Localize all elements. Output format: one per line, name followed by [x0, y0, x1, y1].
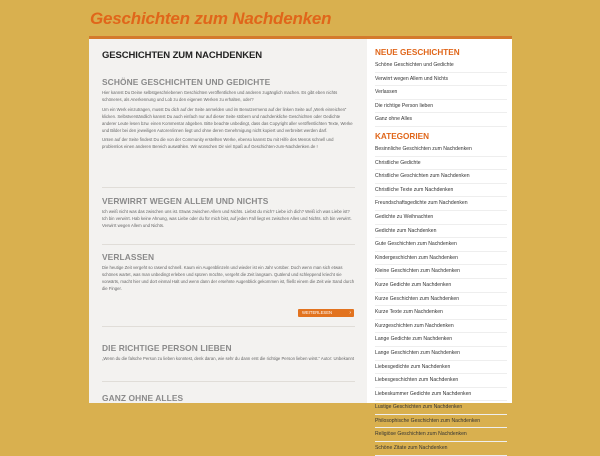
post-title[interactable]: SCHÖNE GESCHICHTEN UND GEDICHTE — [102, 77, 271, 87]
divider — [102, 187, 355, 188]
sidebar-item-category[interactable]: Liebesgedichte zum Nachdenken — [375, 361, 507, 375]
divider — [102, 326, 355, 327]
divider — [102, 244, 355, 245]
sidebar-item-category[interactable]: Gute Geschichten zum Nachdenken — [375, 238, 507, 252]
sidebar-item-new[interactable]: Verwirrt wegen Allem und Nichts — [375, 73, 507, 87]
site-title[interactable]: Geschichten zum Nachdenken — [90, 9, 332, 28]
sidebar-item-category[interactable]: Schöne Zitate zum Nachdenken — [375, 442, 507, 456]
main-content — [89, 39, 367, 403]
page-container — [89, 36, 512, 452]
sidebar-item-category[interactable]: Kurze Gedichte zum Nachdenken — [375, 279, 507, 293]
divider — [102, 381, 355, 382]
post-excerpt: Um ein Werk einzutragen, musst Du dich auf der Seite anmelden und im Benutzermenü auf der linken Seite auf „Werk einreichen“ klicken. Selbstverständlich kannst Du auch einfach nur auf dieser Seite stöbern und nachdenkliche Geschichten oder Gedichte anderer Leute lesen bzw. einen Kommentar abgeben. Bitte beachte unbedingt, dass das Copyright aller veröffentlichten Texte, Werke und Bilder bei den jeweiligen Autoren/innen liegt und ohne deren Genehmigung nicht kopiert und verbreitet werden darf. — [102, 106, 353, 133]
post-ganz-ohne-alles — [102, 393, 355, 406]
sidebar-item-category[interactable]: Besinnliche Geschichten zum Nachdenken — [375, 143, 507, 157]
sidebar-item-new[interactable]: Schöne Geschichten und Gedichte — [375, 59, 507, 73]
sidebar-item-category[interactable]: Lange Geschichten zum Nachdenken — [375, 347, 507, 361]
post-excerpt: „Wenn du die falsche Person zu lieben konntest, denk daran, wie sehr du dann erst die richtige Person lieben wirst.“ Autor: Unbekannt — [102, 356, 354, 361]
sidebar-heading: NEUE GESCHICHTEN — [375, 48, 460, 57]
post-excerpt: Ich weiß nicht was das zwischen uns ist. Etwas zwischen Allem und Nichts. Liebst du mich? Liebe ich dich? Weiß ich was Liebe ist? Ich bin verwirrt. Hab keine Ahnung, was Liebe oder du für mich bist, auf jeden Fall liegt es zwischen Alles und Nichts. Ich bin verwirrt. Verwirrt wegen Allem und Nichts. — [102, 209, 352, 228]
sidebar-item-category[interactable]: Religiöse Geschichten zum Nachdenken — [375, 428, 507, 442]
post-excerpt: Die heutige Zeit vergeht so rasend schnell. Kaum ein Augenblinzeln und wieder ist ein Jahr vorüber. Doch wenn man sich etwas schönes wartet, was man unbedingt erleben und spüren möchte, vergeht die Zeit langsam. Quälend und schleppend kriecht sie vorwärts, macht hier und dort einmal Halt und wenn dann der ersehnte Augenblick gekommen ist, fließt einem die Zeit wie Sand durch die Finger. — [102, 265, 355, 291]
post-richtige-person — [102, 343, 355, 366]
sidebar-categories — [375, 132, 507, 456]
post-title[interactable]: VERLASSEN — [102, 252, 155, 262]
post-excerpt: Unten auf der Seite findest Du die von der Community erstellten Werke, ebenso kannst Du mit Hilfe des Menüs schnell und problemlos einen anderen Bereich auswählen. Wir wünschen Dir viel Spaß auf Geschichten-zum-Nachdenken.de ! — [102, 137, 334, 150]
sidebar-item-category[interactable]: Gedichte zum Nachdenken — [375, 225, 507, 239]
post-title[interactable]: GANZ OHNE ALLES — [102, 393, 184, 403]
sidebar-item-category[interactable]: Kurzgeschichten zum Nachdenken — [375, 320, 507, 334]
sidebar-heading: KATEGORIEN — [375, 132, 429, 141]
page-title: GESCHICHTEN ZUM NACHDENKEN — [102, 50, 262, 61]
sidebar-item-category[interactable]: Kurze Geschichten zum Nachdenken — [375, 293, 507, 307]
sidebar-item-category[interactable]: Philosophische Geschichten zum Nachdenken — [375, 415, 507, 429]
post-schoene-geschichten — [102, 77, 355, 154]
sidebar-item-category[interactable]: Kurze Texte zum Nachdenken — [375, 306, 507, 320]
sidebar-item-category[interactable]: Lustige Geschichten zum Nachdenken — [375, 401, 507, 415]
sidebar-item-new[interactable]: Ganz ohne Alles — [375, 113, 507, 127]
sidebar-new-stories — [375, 48, 507, 127]
sidebar-item-category[interactable]: Liebeskummer Gedichte zum Nachdenken — [375, 388, 507, 402]
post-verwirrt — [102, 196, 355, 233]
sidebar-item-category[interactable]: Kindergeschichten zum Nachdenken — [375, 252, 507, 266]
chevron-right-icon: › — [349, 310, 351, 316]
post-title[interactable]: DIE RICHTIGE PERSON LIEBEN — [102, 343, 232, 353]
read-more-button[interactable] — [298, 309, 354, 317]
post-verlassen — [102, 252, 355, 296]
post-excerpt: Hier kannst Du Deine selbstgeschriebenen Geschichten veröffentlichen und anderen zugänglich machen. Es gibt eben nichts schöneres, als Anerkennung und Lob zu den eigenen Werken zu erhalten, oder? — [102, 90, 338, 102]
sidebar-item-category[interactable]: Freundschaftsgedichte zum Nachdenken — [375, 197, 507, 211]
sidebar-item-category[interactable]: Christliche Gedichte — [375, 157, 507, 171]
read-more-label: WEITERLESEN — [302, 310, 333, 315]
sidebar-item-category[interactable]: Lange Gedichte zum Nachdenken — [375, 333, 507, 347]
sidebar — [375, 39, 507, 452]
post-title[interactable]: VERWIRRT WEGEN ALLEM UND NICHTS — [102, 196, 269, 206]
sidebar-item-category[interactable]: Christliche Texte zum Nachdenken — [375, 184, 507, 198]
sidebar-item-category[interactable]: Kleine Geschichten zum Nachdenken — [375, 265, 507, 279]
sidebar-item-category[interactable]: Christliche Geschichten zum Nachdenken — [375, 170, 507, 184]
sidebar-item-new[interactable]: Die richtige Person lieben — [375, 100, 507, 114]
sidebar-item-category[interactable]: Liebesgeschichten zum Nachdenken — [375, 374, 507, 388]
sidebar-item-new[interactable]: Verlassen — [375, 86, 507, 100]
sidebar-item-category[interactable]: Gedichte zu Weihnachten — [375, 211, 507, 225]
